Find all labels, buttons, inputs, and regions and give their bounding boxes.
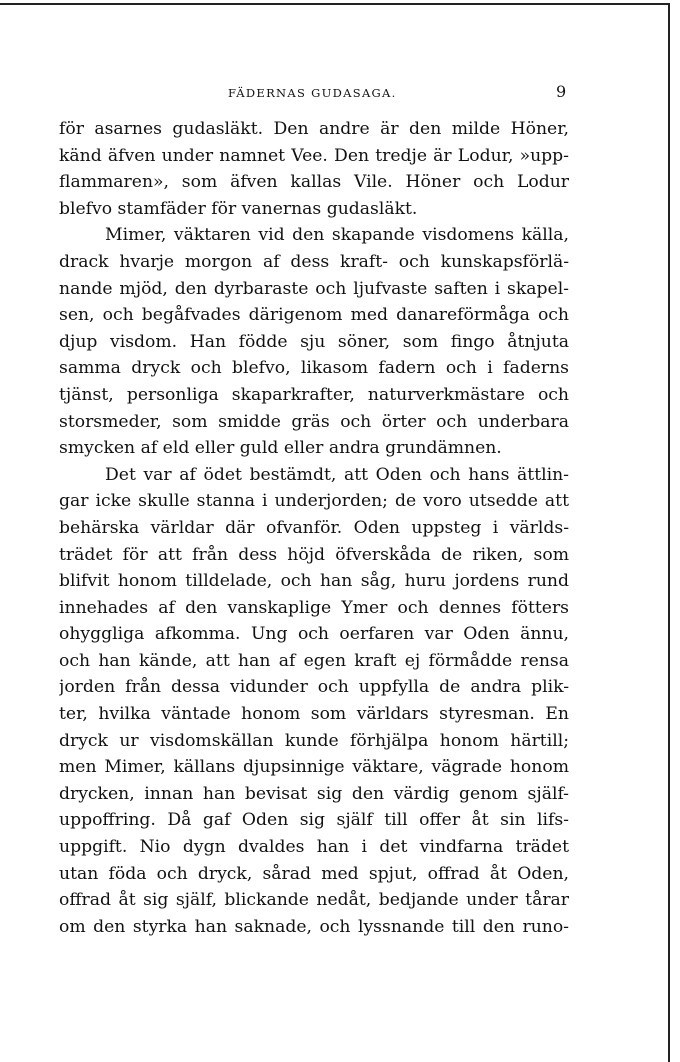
paragraph-first-line: Mimer, väktaren vid den skapande visdomens källa, — [105, 225, 569, 246]
text-line: nande mjöd, den dyrbaraste och ljufvaste saften i skapel- — [59, 278, 569, 299]
text-line: tjänst, personliga skaparkrafter, naturverkmästare och — [59, 384, 569, 405]
right-border-rule — [668, 3, 670, 1062]
running-head — [0, 82, 680, 104]
text-line: djup visdom. Han födde sju söner, som fingo åtnjuta — [59, 331, 569, 352]
text-line: gar icke skulle stanna i underjorden; de voro utsedde att — [59, 491, 569, 512]
body-text — [59, 116, 569, 940]
page-number: 9 — [556, 82, 567, 101]
running-head-title: FÄDERNAS GUDASAGA. — [228, 86, 397, 100]
text-line: uppoffring. Då gaf Oden sig själf till offer åt sin lifs- — [59, 810, 569, 831]
text-line: offrad åt sig själf, blickande nedåt, bedjande under tårar — [59, 890, 569, 911]
top-border-rule — [0, 3, 668, 5]
paragraph-first-line: Det var af ödet bestämdt, att Oden och hans ättlin- — [105, 464, 569, 485]
text-line: men Mimer, källans djupsinnige väktare, vägrade honom — [59, 757, 569, 778]
text-line: utan föda och dryck, sårad med spjut, offrad åt Oden, — [59, 863, 569, 884]
text-line: samma dryck och blefvo, likasom fadern och i faderns — [59, 358, 569, 379]
text-line: trädet för att från dess höjd öfverskåda de riken, som — [59, 544, 569, 565]
text-line: innehades af den vanskaplige Ymer och dennes fötters — [59, 597, 569, 618]
text-line: jorden från dessa vidunder och uppfylla de andra plik- — [59, 677, 569, 698]
text-line: uppgift. Nio dygn dvaldes han i det vindfarna trädet — [59, 837, 569, 858]
text-line: känd äfven under namnet Vee. Den tredje är Lodur, »upp- — [59, 145, 569, 166]
text-line: drack hvarje morgon af dess kraft- och kunskapsförlä- — [59, 251, 569, 272]
text-line: och han kände, att han af egen kraft ej förmådde rensa — [59, 650, 569, 671]
text-line: flammaren», som äfven kallas Vile. Höner och Lodur — [59, 172, 569, 193]
text-line: ter, hvilka väntade honom som världars styresman. En — [59, 704, 569, 725]
text-line: blefvo stamfäder för vanernas gudasläkt. — [59, 198, 418, 219]
text-line: sen, och begåfvades därigenom med danareförmåga och — [59, 305, 569, 326]
text-line: smycken af eld eller guld eller andra grundämnen. — [59, 438, 502, 459]
text-line: storsmeder, som smidde gräs och örter och underbara — [59, 411, 569, 432]
text-line: behärska världar där ofvanför. Oden uppsteg i världs- — [59, 517, 569, 538]
text-line: om den styrka han saknade, och lyssnande till den runo- — [59, 916, 569, 937]
text-line: blifvit honom tilldelade, och han såg, huru jordens rund — [59, 571, 569, 592]
text-line: dryck ur visdomskällan kunde förhjälpa honom härtill; — [59, 730, 569, 751]
text-line: drycken, innan han bevisat sig den värdig genom själf- — [59, 783, 569, 804]
text-line: ohyggliga afkomma. Ung och oerfaren var Oden ännu, — [59, 624, 569, 645]
text-line: för asarnes gudasläkt. Den andre är den milde Höner, — [59, 119, 569, 139]
